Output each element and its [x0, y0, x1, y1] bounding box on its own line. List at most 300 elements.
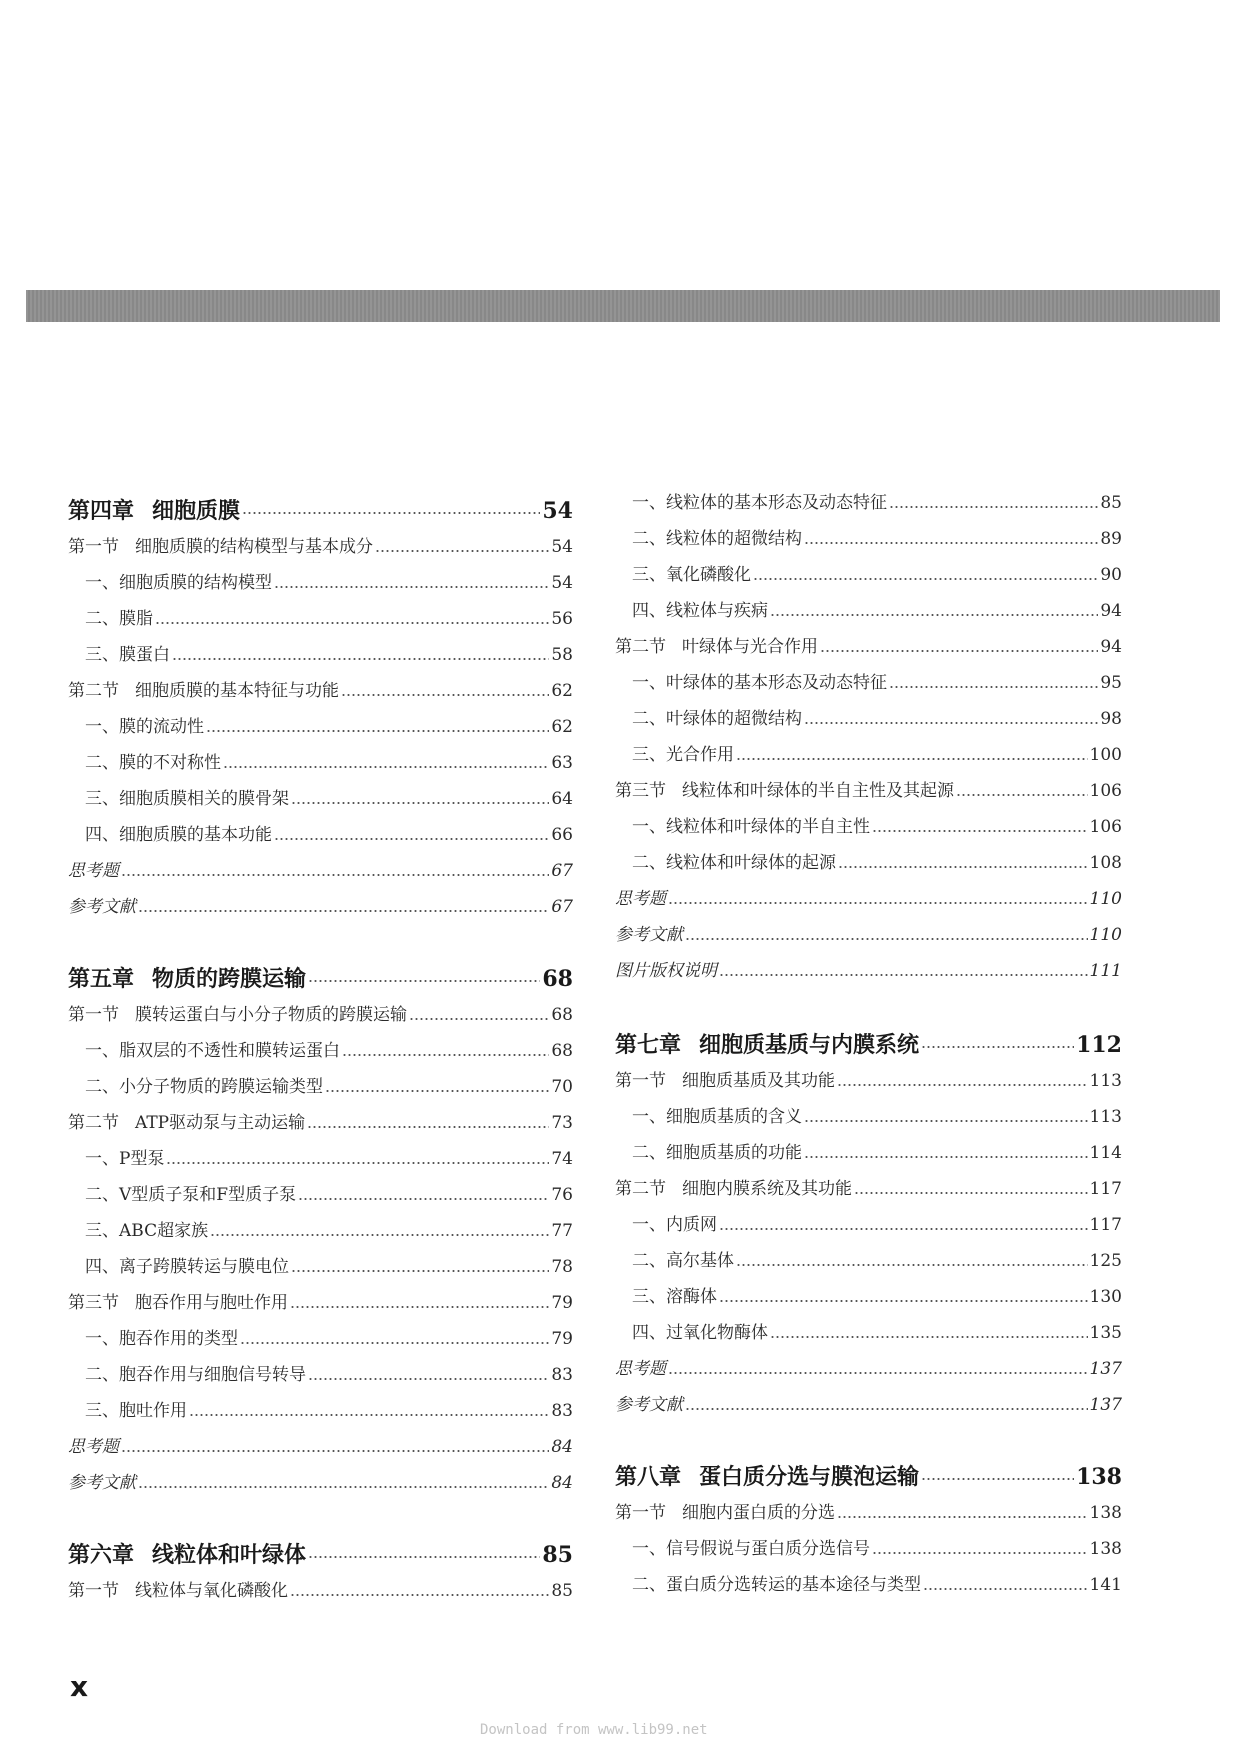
toc-entry-title: 细胞内膜系统及其功能: [682, 1179, 852, 1199]
toc-entry-title: 线粒体和叶绿体: [152, 1542, 307, 1568]
toc-entry-title: 二、膜的不对称性: [85, 753, 221, 773]
toc-entry-label: [632, 1214, 717, 1236]
toc-entry-title: 参考文献: [615, 1395, 683, 1415]
toc-entry-label: [632, 564, 751, 586]
toc-entry-prefix: 第一节: [68, 537, 119, 557]
toc-entry-page-number: 68: [551, 1041, 573, 1061]
toc-entry-page-number: 112: [1076, 1032, 1122, 1058]
dot-leader: [838, 865, 1088, 869]
toc-entry-label: [85, 1184, 296, 1206]
toc-entry-page-number: 137: [1089, 1395, 1122, 1415]
toc-entry-page-number: 106: [1089, 781, 1122, 801]
toc-entry-page-number: 56: [551, 609, 573, 629]
toc-entry-title: 四、过氧化物酶体: [632, 1323, 768, 1343]
toc-entry-label: [68, 1472, 136, 1494]
dot-leader: [298, 1197, 549, 1201]
toc-entry-label: [85, 572, 272, 594]
toc-entry-label: [632, 1286, 717, 1308]
toc-entry-label: [632, 816, 870, 838]
toc-entry-label: [615, 1502, 835, 1524]
toc-entry-title: 线粒体和叶绿体的半自主性及其起源: [682, 781, 954, 801]
toc-item-entry[interactable]: [615, 484, 1122, 514]
toc-misc-entry[interactable]: [615, 952, 1122, 982]
toc-entry-title: 四、线粒体与疾病: [632, 601, 768, 621]
toc-entry-page-number: 76: [551, 1185, 573, 1205]
toc-entry-title: 四、细胞质膜的基本功能: [85, 825, 272, 845]
toc-item-entry[interactable]: [615, 1566, 1122, 1596]
toc-entry-page-number: 67: [551, 897, 573, 917]
toc-item-entry[interactable]: [615, 1206, 1122, 1236]
dot-leader: [872, 1551, 1088, 1555]
dot-leader: [685, 937, 1088, 941]
dot-leader: [242, 511, 540, 515]
toc-section-entry[interactable]: [615, 1494, 1122, 1524]
toc-section-entry[interactable]: [68, 1572, 573, 1602]
dot-leader: [837, 1083, 1088, 1087]
dot-leader: [291, 1269, 549, 1273]
toc-entry-page-number: 138: [1089, 1539, 1122, 1559]
toc-entry-title: 二、小分子物质的跨膜运输类型: [85, 1077, 323, 1097]
toc-entry-prefix: 第二节: [68, 1113, 119, 1133]
toc-item-entry[interactable]: [68, 1212, 573, 1242]
toc-item-entry[interactable]: [68, 1032, 573, 1062]
page-number: x: [70, 1670, 89, 1703]
toc-chapter-entry[interactable]: [615, 1458, 1122, 1488]
toc-section-entry[interactable]: [615, 1062, 1122, 1092]
dot-leader: [736, 757, 1088, 761]
toc-entry-title: 一、胞吞作用的类型: [85, 1329, 238, 1349]
toc-entry-page-number: 138: [1076, 1464, 1122, 1490]
toc-entry-page-number: 63: [551, 753, 573, 773]
toc-chapter-entry[interactable]: [68, 492, 573, 522]
dot-leader: [770, 1335, 1088, 1339]
toc-entry-label: [615, 924, 683, 946]
toc-item-entry[interactable]: [68, 1068, 573, 1098]
toc-entry-title: 二、膜脂: [85, 609, 153, 629]
toc-entry-page-number: 66: [551, 825, 573, 845]
toc-entry-title: 思考题: [615, 889, 666, 909]
toc-entry-label: [85, 1364, 306, 1386]
toc-entry-page-number: 125: [1089, 1251, 1122, 1271]
toc-entry-label: [632, 744, 734, 766]
toc-item-entry[interactable]: [615, 1242, 1122, 1272]
toc-entry-prefix: 第七章: [615, 1032, 682, 1058]
toc-entry-page-number: 137: [1089, 1359, 1122, 1379]
toc-item-entry[interactable]: [615, 1098, 1122, 1128]
header-band: [26, 290, 1220, 322]
toc-entry-title: 细胞质基质与内膜系统: [699, 1032, 920, 1058]
toc-entry-page-number: 85: [551, 1581, 573, 1601]
toc-entry-title: 三、ABC超家族: [85, 1221, 209, 1241]
toc-item-entry[interactable]: [68, 600, 573, 630]
toc-section-entry[interactable]: [68, 1284, 573, 1314]
toc-entry-prefix: 第二节: [615, 637, 666, 657]
toc-item-entry[interactable]: [68, 1392, 573, 1422]
toc-entry-label: [632, 1538, 870, 1560]
toc-entry-label: [68, 1004, 407, 1026]
toc-entry-page-number: 117: [1089, 1179, 1122, 1199]
dot-leader: [375, 549, 549, 553]
toc-entry-label: [615, 1034, 919, 1056]
toc-entry-page-number: 117: [1089, 1215, 1122, 1235]
toc-entry-label: [632, 1106, 802, 1128]
toc-entry-page-number: 114: [1089, 1143, 1122, 1163]
toc-entry-label: [632, 852, 836, 874]
toc-entry-label: [68, 1292, 288, 1314]
dot-leader: [820, 649, 1098, 653]
toc-entry-title: 一、内质网: [632, 1215, 717, 1235]
toc-entry-page-number: 84: [551, 1437, 573, 1457]
dot-leader: [210, 1233, 549, 1237]
dot-leader: [889, 505, 1098, 509]
toc-entry-page-number: 78: [551, 1257, 573, 1277]
toc-item-entry[interactable]: [68, 780, 573, 810]
toc-entry-page-number: 85: [1100, 493, 1122, 513]
toc-entry-title: 参考文献: [68, 897, 136, 917]
toc-entry-page-number: 108: [1089, 853, 1122, 873]
toc-item-entry[interactable]: [615, 808, 1122, 838]
toc-entry-label: [68, 680, 339, 702]
toc-entry-title: 一、信号假说与蛋白质分选信号: [632, 1539, 870, 1559]
toc-entry-label: [85, 1076, 323, 1098]
dot-leader: [121, 1449, 549, 1453]
dot-leader: [668, 1371, 1088, 1375]
toc-entry-label: [68, 968, 306, 990]
toc-entry-page-number: 85: [542, 1542, 573, 1568]
toc-entry-page-number: 113: [1089, 1107, 1122, 1127]
toc-entry-page-number: 62: [551, 717, 573, 737]
dot-leader: [804, 1155, 1088, 1159]
toc-entry-label: [615, 1070, 835, 1092]
toc-item-entry[interactable]: [68, 708, 573, 738]
toc-entry-label: [68, 500, 240, 522]
dot-leader: [804, 541, 1098, 545]
toc-chapter-entry[interactable]: [68, 960, 573, 990]
toc-entry-title: 二、V型质子泵和F型质子泵: [85, 1185, 297, 1205]
dot-leader: [223, 765, 549, 769]
toc-entry-title: 二、线粒体和叶绿体的起源: [632, 853, 836, 873]
toc-entry-page-number: 94: [1100, 601, 1122, 621]
toc-item-entry[interactable]: [615, 700, 1122, 730]
toc-misc-entry[interactable]: [68, 852, 573, 882]
toc-entry-title: 二、叶绿体的超微结构: [632, 709, 802, 729]
toc-entry-title: 一、线粒体的基本形态及动态特征: [632, 493, 887, 513]
toc-entry-label: [615, 636, 818, 658]
toc-entry-label: [632, 492, 887, 514]
toc-entry-title: 思考题: [615, 1359, 666, 1379]
toc-entry-label: [615, 1178, 852, 1200]
toc-item-entry[interactable]: [615, 556, 1122, 586]
toc-entry-label: [85, 1040, 340, 1062]
toc-entry-prefix: 第一节: [68, 1005, 119, 1025]
dot-leader: [307, 1125, 549, 1129]
toc-entry-page-number: 113: [1089, 1071, 1122, 1091]
toc-entry-page-number: 54: [551, 537, 573, 557]
dot-leader: [719, 1299, 1088, 1303]
dot-leader: [956, 793, 1088, 797]
toc-entry-label: [85, 716, 204, 738]
toc-section-entry[interactable]: [615, 1170, 1122, 1200]
toc-entry-page-number: 95: [1100, 673, 1122, 693]
dot-leader: [804, 721, 1098, 725]
toc-entry-page-number: 68: [542, 966, 573, 992]
toc-entry-prefix: 第四章: [68, 498, 135, 524]
toc-item-entry[interactable]: [615, 844, 1122, 874]
toc-entry-label: [68, 1112, 305, 1134]
toc-entry-title: ATP驱动泵与主动运输: [135, 1113, 306, 1133]
toc-item-entry[interactable]: [68, 1356, 573, 1386]
toc-entry-page-number: 77: [551, 1221, 573, 1241]
toc-item-entry[interactable]: [615, 664, 1122, 694]
toc-entry-page-number: 94: [1100, 637, 1122, 657]
toc-entry-title: 二、细胞质基质的功能: [632, 1143, 802, 1163]
toc-entry-title: 三、胞吐作用: [85, 1401, 187, 1421]
dot-leader: [274, 837, 549, 841]
toc-entry-page-number: 130: [1089, 1287, 1122, 1307]
toc-entry-title: 三、膜蛋白: [85, 645, 170, 665]
dot-leader: [274, 585, 549, 589]
dot-leader: [770, 613, 1098, 617]
toc-entry-page-number: 70: [551, 1077, 573, 1097]
watermark: Download from www.lib99.net: [480, 1722, 708, 1738]
toc-entry-page-number: 64: [551, 789, 573, 809]
toc-entry-page-number: 83: [551, 1365, 573, 1385]
toc-chapter-entry[interactable]: [615, 1026, 1122, 1056]
toc-entry-prefix: 第一节: [68, 1581, 119, 1601]
dot-leader: [921, 1045, 1074, 1049]
toc-entry-page-number: 135: [1089, 1323, 1122, 1343]
toc-item-entry[interactable]: [615, 592, 1122, 622]
toc-entry-label: [68, 536, 373, 558]
toc-entry-label: [615, 960, 717, 982]
toc-entry-label: [632, 708, 802, 730]
toc-entry-page-number: 67: [551, 861, 573, 881]
toc-entry-page-number: 84: [551, 1473, 573, 1493]
toc-entry-prefix: 第八章: [615, 1464, 682, 1490]
toc-entry-title: 细胞质膜: [152, 498, 241, 524]
toc-misc-entry[interactable]: [615, 1350, 1122, 1380]
toc-entry-page-number: 98: [1100, 709, 1122, 729]
dot-leader: [921, 1477, 1074, 1481]
toc-section-entry[interactable]: [615, 628, 1122, 658]
toc-misc-entry[interactable]: [615, 916, 1122, 946]
toc-entry-title: 细胞质膜的基本特征与功能: [135, 681, 339, 701]
dot-leader: [719, 973, 1088, 977]
toc-section-entry[interactable]: [68, 1104, 573, 1134]
toc-entry-title: 二、胞吞作用与细胞信号转导: [85, 1365, 306, 1385]
dot-leader: [240, 1341, 549, 1345]
dot-leader: [138, 1485, 549, 1489]
toc-entry-label: [615, 1394, 683, 1416]
toc-entry-label: [85, 1256, 289, 1278]
dot-leader: [308, 979, 540, 983]
toc-entry-title: 细胞质基质及其功能: [682, 1071, 835, 1091]
toc-entry-prefix: 第三节: [615, 781, 666, 801]
dot-leader: [206, 729, 549, 733]
toc-entry-title: 思考题: [68, 861, 119, 881]
toc-entry-page-number: 89: [1100, 529, 1122, 549]
toc-section-entry[interactable]: [68, 672, 573, 702]
toc-entry-title: 三、溶酶体: [632, 1287, 717, 1307]
toc-entry-page-number: 110: [1089, 889, 1122, 909]
toc-misc-entry[interactable]: [615, 1386, 1122, 1416]
dot-leader: [854, 1191, 1088, 1195]
toc-entry-page-number: 111: [1089, 961, 1122, 981]
toc-entry-title: 一、叶绿体的基本形态及动态特征: [632, 673, 887, 693]
dot-leader: [923, 1587, 1088, 1591]
dot-leader: [342, 1053, 549, 1057]
toc-entry-label: [68, 896, 136, 918]
dot-leader: [889, 685, 1098, 689]
toc-entry-page-number: 74: [551, 1149, 573, 1169]
toc-entry-title: 四、离子跨膜转运与膜电位: [85, 1257, 289, 1277]
dot-leader: [138, 909, 549, 913]
toc-item-entry[interactable]: [615, 1530, 1122, 1560]
toc-item-entry[interactable]: [615, 1314, 1122, 1344]
toc-entry-page-number: 100: [1089, 745, 1122, 765]
toc-entry-label: [632, 600, 768, 622]
toc-entry-label: [85, 1148, 164, 1170]
toc-entry-label: [85, 1328, 238, 1350]
toc-item-entry[interactable]: [615, 736, 1122, 766]
toc-entry-page-number: 62: [551, 681, 573, 701]
toc-entry-title: 细胞质膜的结构模型与基本成分: [135, 537, 373, 557]
toc-entry-prefix: 第五章: [68, 966, 135, 992]
toc-entry-label: [615, 1358, 666, 1380]
dot-leader: [736, 1263, 1088, 1267]
toc-item-entry[interactable]: [615, 1134, 1122, 1164]
toc-entry-title: 参考文献: [615, 925, 683, 945]
dot-leader: [719, 1227, 1088, 1231]
toc-entry-prefix: 第一节: [615, 1071, 666, 1091]
toc-entry-label: [632, 528, 802, 550]
toc-entry-label: [632, 1322, 768, 1344]
toc-item-entry[interactable]: [68, 744, 573, 774]
toc-entry-title: 三、光合作用: [632, 745, 734, 765]
toc-entry-label: [632, 1142, 802, 1164]
toc-entry-title: 一、P型泵: [85, 1149, 165, 1169]
toc-entry-title: 图片版权说明: [615, 961, 717, 981]
dot-leader: [804, 1119, 1088, 1123]
toc-entry-label: [85, 824, 272, 846]
dot-leader: [325, 1089, 549, 1093]
toc-misc-entry[interactable]: [68, 1428, 573, 1458]
toc-entry-label: [85, 1220, 208, 1242]
dot-leader: [685, 1407, 1088, 1411]
dot-leader: [341, 693, 549, 697]
toc-entry-label: [85, 788, 289, 810]
toc-entry-page-number: 54: [542, 498, 573, 524]
toc-entry-label: [85, 644, 170, 666]
toc-entry-title: 一、脂双层的不透性和膜转运蛋白: [85, 1041, 340, 1061]
toc-entry-prefix: 第六章: [68, 1542, 135, 1568]
toc-section-entry[interactable]: [615, 772, 1122, 802]
toc-entry-title: 一、线粒体和叶绿体的半自主性: [632, 817, 870, 837]
toc-entry-title: 蛋白质分选与膜泡运输: [699, 1464, 920, 1490]
toc-entry-page-number: 73: [551, 1113, 573, 1133]
dot-leader: [753, 577, 1098, 581]
toc-chapter-entry[interactable]: [68, 1536, 573, 1566]
toc-entry-label: [615, 780, 954, 802]
dot-leader: [166, 1161, 549, 1165]
dot-leader: [872, 829, 1088, 833]
toc-entry-title: 物质的跨膜运输: [152, 966, 307, 992]
dot-leader: [121, 873, 549, 877]
toc-entry-label: [68, 860, 119, 882]
dot-leader: [308, 1555, 540, 1559]
dot-leader: [290, 1305, 549, 1309]
toc-entry-title: 细胞内蛋白质的分选: [682, 1503, 835, 1523]
toc-item-entry[interactable]: [68, 1320, 573, 1350]
toc-entry-prefix: 第三节: [68, 1293, 119, 1313]
toc-entry-label: [632, 1250, 734, 1272]
dot-leader: [155, 621, 549, 625]
dot-leader: [837, 1515, 1088, 1519]
toc-entry-title: 叶绿体与光合作用: [682, 637, 818, 657]
toc-entry-label: [85, 752, 221, 774]
toc-entry-title: 思考题: [68, 1437, 119, 1457]
dot-leader: [189, 1413, 549, 1417]
toc-entry-prefix: 第二节: [68, 681, 119, 701]
dot-leader: [409, 1017, 549, 1021]
toc-entry-title: 一、细胞质膜的结构模型: [85, 573, 272, 593]
toc-entry-label: [632, 1574, 921, 1596]
toc-item-entry[interactable]: [68, 1140, 573, 1170]
toc-entry-title: 一、膜的流动性: [85, 717, 204, 737]
toc-entry-title: 三、细胞质膜相关的膜骨架: [85, 789, 289, 809]
toc-item-entry[interactable]: [68, 816, 573, 846]
toc-entry-page-number: 54: [551, 573, 573, 593]
toc-item-entry[interactable]: [68, 1248, 573, 1278]
toc-item-entry[interactable]: [68, 564, 573, 594]
toc-item-entry[interactable]: [68, 636, 573, 666]
toc-entry-prefix: 第二节: [615, 1179, 666, 1199]
toc-entry-title: 胞吞作用与胞吐作用: [135, 1293, 288, 1313]
dot-leader: [172, 657, 549, 661]
toc-entry-page-number: 79: [551, 1329, 573, 1349]
toc-entry-page-number: 138: [1089, 1503, 1122, 1523]
toc-entry-page-number: 106: [1089, 817, 1122, 837]
toc-entry-label: [68, 1544, 306, 1566]
toc-item-entry[interactable]: [68, 1176, 573, 1206]
toc-entry-label: [85, 1400, 187, 1422]
dot-leader: [308, 1377, 549, 1381]
toc-entry-title: 二、线粒体的超微结构: [632, 529, 802, 549]
toc-entry-page-number: 79: [551, 1293, 573, 1313]
toc-entry-page-number: 83: [551, 1401, 573, 1421]
toc-item-entry[interactable]: [615, 1278, 1122, 1308]
toc-entry-title: 三、氧化磷酸化: [632, 565, 751, 585]
toc-section-entry[interactable]: [68, 996, 573, 1026]
toc-entry-label: [85, 608, 153, 630]
dot-leader: [291, 801, 549, 805]
toc-entry-label: [615, 1466, 919, 1488]
toc-entry-title: 二、蛋白质分选转运的基本途径与类型: [632, 1575, 921, 1595]
toc-entry-label: [632, 672, 887, 694]
toc-entry-page-number: 90: [1100, 565, 1122, 585]
toc-entry-label: [68, 1580, 288, 1602]
toc-entry-page-number: 141: [1089, 1575, 1122, 1595]
toc-item-entry[interactable]: [615, 520, 1122, 550]
toc-section-entry[interactable]: [68, 528, 573, 558]
dot-leader: [290, 1593, 549, 1597]
toc-entry-title: 一、细胞质基质的含义: [632, 1107, 802, 1127]
toc-entry-label: [68, 1436, 119, 1458]
toc-entry-prefix: 第一节: [615, 1503, 666, 1523]
toc-misc-entry[interactable]: [68, 888, 573, 918]
toc-misc-entry[interactable]: [68, 1464, 573, 1494]
toc-misc-entry[interactable]: [615, 880, 1122, 910]
